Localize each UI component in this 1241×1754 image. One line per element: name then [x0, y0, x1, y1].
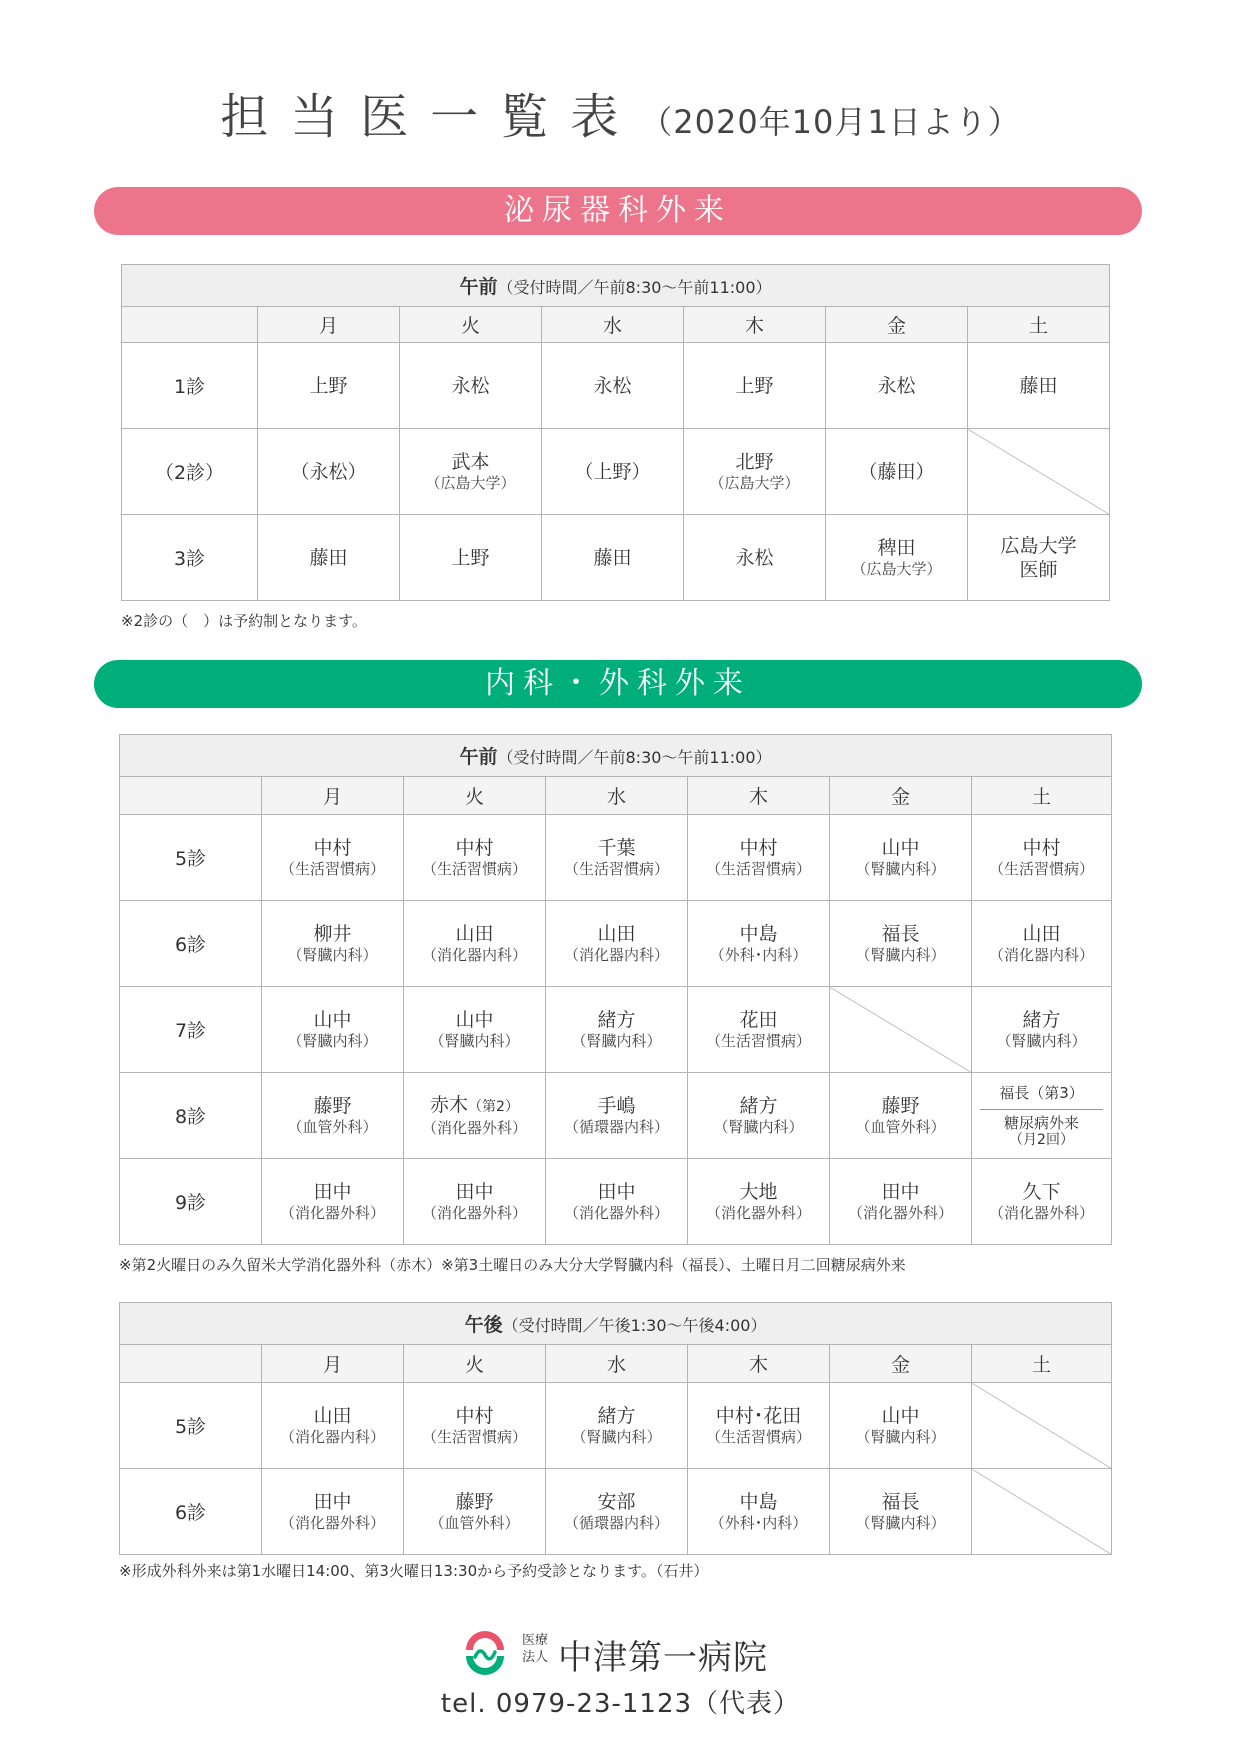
doctor-cell: [258, 429, 400, 515]
department: （血管外科）: [429, 1514, 520, 1532]
doctor-cell: [684, 515, 826, 601]
department: （消化器外科）: [421, 1119, 527, 1137]
doctor-cell: [688, 901, 830, 987]
doctor-cell: [262, 1383, 404, 1469]
doctor-cell: [262, 1073, 404, 1159]
urology-note: ※2診の（ ）は予約制となります。: [121, 612, 367, 630]
doctor-name: 藤野: [313, 1095, 352, 1117]
clinic-name: 糖尿病外来: [1004, 1114, 1080, 1132]
doctor-cell: [972, 987, 1112, 1073]
doctor-cell: [830, 815, 972, 901]
hospital-name: 中津第一病院: [558, 1638, 768, 1678]
doctor-name: 中村: [313, 837, 352, 859]
hospital-logo: [462, 1628, 782, 1678]
doctor-name: 手嶋: [597, 1095, 636, 1117]
table-row: [122, 429, 1110, 515]
doctor-cell: [830, 1469, 972, 1555]
department: （消化器内科）: [279, 1428, 385, 1446]
doctor-name: 山田: [597, 923, 636, 945]
room-label: 1診: [122, 343, 258, 429]
doctor-name-line2: 医師: [1019, 558, 1058, 581]
table-row: [120, 987, 1112, 1073]
doctor-name: （上野）: [574, 460, 651, 483]
doctor-name: 中村: [455, 1405, 494, 1427]
table-row: [122, 515, 1110, 601]
department: （生活習慣病）: [705, 1032, 811, 1050]
doctor-name: 山中: [313, 1009, 352, 1031]
corner-cell: [120, 777, 262, 815]
doctor-cell: [684, 429, 826, 515]
weekday-row: [120, 777, 1112, 815]
table-header-cell: [120, 1303, 1112, 1345]
reception-hours: （受付時間／午後1:30〜午後4:00）: [502, 1316, 767, 1335]
doctor-name: 柳井: [313, 923, 352, 945]
doctor-cell: [826, 515, 968, 601]
weekday-0: 月: [262, 777, 404, 815]
department: （生活習慣病）: [705, 860, 811, 878]
doctor-name: 山中: [455, 1009, 494, 1031]
doctor-cell: [546, 901, 688, 987]
table-row: [120, 815, 1112, 901]
table-header-row: [120, 1303, 1112, 1345]
session-label: 午前: [459, 746, 498, 768]
doctor-cell: [546, 1383, 688, 1469]
doctor-name: 赤木（第2）: [430, 1094, 519, 1116]
weekday-row: [122, 307, 1110, 343]
doctor-cell: [258, 343, 400, 429]
weekday-row: [120, 1345, 1112, 1383]
department: （消化器内科）: [989, 946, 1095, 964]
department: （消化器外科）: [563, 1204, 669, 1222]
session-label: 午前: [459, 276, 498, 298]
doctor-cell: [968, 343, 1110, 429]
doctor-cell: [400, 343, 542, 429]
doctor-cell: [404, 987, 546, 1073]
doctor-name: 山田: [455, 923, 494, 945]
doctor-cell: [404, 1383, 546, 1469]
doctor-name: 安部: [597, 1491, 636, 1513]
internal-pm-note: ※形成外科外来は第1水曜日14:00、第3火曜日13:30から予約受診となります。（石井）: [119, 1562, 709, 1580]
department: （生活習慣病）: [279, 860, 385, 878]
weekday-3: 木: [688, 1345, 830, 1383]
doctor-cell: [404, 815, 546, 901]
doctor-name: 緒方: [739, 1095, 778, 1117]
table-header-cell: [122, 265, 1110, 307]
doctor-cell: [688, 987, 830, 1073]
weekday-1: 火: [404, 1345, 546, 1383]
doctor-cell: [972, 1159, 1112, 1245]
doctor-name: 緒方: [597, 1009, 636, 1031]
department: （腎臓内科）: [287, 1032, 378, 1050]
internal-banner: 内科・外科外来: [94, 660, 1142, 708]
telephone: tel. 0979-23-1123（代表）: [440, 1689, 801, 1719]
corner-cell: [122, 307, 258, 343]
doctor-name: 上野: [735, 374, 774, 397]
hospital-logo-icon: [462, 1630, 508, 1676]
empty-cell: [830, 987, 972, 1073]
urology-banner: 泌尿器科外来: [94, 187, 1142, 235]
department: （消化器内科）: [421, 946, 527, 964]
department: （消化器外科）: [279, 1514, 385, 1532]
doctor-name: 北野: [735, 451, 774, 473]
doctor-name: 藤田: [309, 546, 348, 569]
room-label: 3診: [122, 515, 258, 601]
reception-hours: （受付時間／午前8:30〜午前11:00）: [497, 278, 772, 297]
department: （広島大学）: [851, 560, 942, 578]
reception-hours: （受付時間／午前8:30〜午前11:00）: [497, 748, 772, 767]
doctor-name: 稗田: [877, 537, 916, 559]
weekday-5: 土: [972, 1345, 1112, 1383]
doctor-name: 中村: [1022, 837, 1061, 859]
department: （生活習慣病）: [563, 860, 669, 878]
doctor-cell: [688, 1073, 830, 1159]
doctor-cell: [688, 1159, 830, 1245]
doctor-name: 藤野: [455, 1491, 494, 1513]
doctor-cell: [684, 343, 826, 429]
doctor-cell: [404, 1469, 546, 1555]
department: （消化器外科）: [847, 1204, 953, 1222]
weekday-0: 月: [258, 307, 400, 343]
doctor-name: 中村: [739, 837, 778, 859]
doctor-name: 山中: [881, 1405, 920, 1427]
doctor-cell: [972, 901, 1112, 987]
doctor-name: 中村: [455, 837, 494, 859]
doctor-name: 中村･花田: [715, 1405, 802, 1427]
weekday-4: 金: [830, 1345, 972, 1383]
department: （血管外科）: [287, 1118, 378, 1136]
doctor-cell: [262, 901, 404, 987]
weekday-3: 木: [688, 777, 830, 815]
doctor-name: 藤田: [1019, 374, 1058, 397]
department: （腎臓内科）: [855, 1428, 946, 1446]
department: （腎臓内科）: [571, 1428, 662, 1446]
table-header-row: [120, 735, 1112, 777]
doctor-name: （藤田）: [858, 460, 935, 483]
weekday-4: 金: [830, 777, 972, 815]
department: （外科･内科）: [709, 1514, 808, 1532]
department: （広島大学）: [709, 474, 800, 492]
doctor-name: 緒方: [597, 1405, 636, 1427]
weekday-2: 水: [546, 777, 688, 815]
department: （循環器内科）: [563, 1118, 669, 1136]
doctor-name: 藤野: [881, 1095, 920, 1117]
doctor-name: 福長: [881, 923, 920, 945]
doctor-cell: [262, 987, 404, 1073]
department: （生活習慣病）: [705, 1428, 811, 1446]
doctor-cell: [546, 815, 688, 901]
doctor-cell: [262, 815, 404, 901]
doctor-cell: [546, 987, 688, 1073]
doctor-cell: [972, 815, 1112, 901]
doctor-name: 田中: [881, 1181, 920, 1203]
weekday-2: 水: [542, 307, 684, 343]
doctor-cell: [262, 1159, 404, 1245]
doctor-cell: [688, 1469, 830, 1555]
weekday-5: 土: [972, 777, 1112, 815]
doctor-cell: [826, 429, 968, 515]
doctor-name: 山田: [1022, 923, 1061, 945]
doctor-cell: [688, 815, 830, 901]
doctor-cell: [830, 1383, 972, 1469]
doctor-cell: [258, 515, 400, 601]
doctor-cell: [830, 1159, 972, 1245]
doctor-name: 武本: [451, 451, 490, 473]
doctor-name: 藤田: [593, 546, 632, 569]
weekday-1: 火: [404, 777, 546, 815]
department: （消化器外科）: [279, 1204, 385, 1222]
table-row: [120, 1383, 1112, 1469]
doctor-name: 緒方: [1022, 1009, 1061, 1031]
doctor-cell: [972, 1073, 1112, 1159]
doctor-name: 永松: [593, 374, 632, 397]
department: （腎臓内科）: [429, 1032, 520, 1050]
department: （血管外科）: [855, 1118, 946, 1136]
department: （生活習慣病）: [989, 860, 1095, 878]
room-label: 9診: [120, 1159, 262, 1245]
doctor-name: 山田: [313, 1405, 352, 1427]
doctor-name: 田中: [455, 1181, 494, 1203]
doctor-name: 福長: [881, 1491, 920, 1513]
corner-cell: [120, 1345, 262, 1383]
doctor-cell: [830, 901, 972, 987]
doctor-name: 久下: [1022, 1181, 1061, 1203]
table-row: [122, 343, 1110, 429]
department: （生活習慣病）: [421, 860, 527, 878]
department: （外科･内科）: [709, 946, 808, 964]
doctor-cell: [400, 429, 542, 515]
weekday-1: 火: [400, 307, 542, 343]
empty-cell: [972, 1469, 1112, 1555]
doctor-name: 福長（第3）: [999, 1084, 1084, 1102]
department: （消化器外科）: [421, 1204, 527, 1222]
doctor-name: 田中: [313, 1181, 352, 1203]
table-header-cell: [120, 735, 1112, 777]
doctor-name: 中島: [739, 1491, 778, 1513]
session-label: 午後: [464, 1314, 503, 1336]
weekday-5: 土: [968, 307, 1110, 343]
corp-type-line2: 法人: [522, 1650, 549, 1665]
department: （消化器外科）: [989, 1204, 1095, 1222]
room-label: 7診: [120, 987, 262, 1073]
internal-pm-schedule-table: [119, 1302, 1112, 1555]
doctor-name: 広島大学: [1000, 534, 1077, 557]
room-label: 5診: [120, 1383, 262, 1469]
room-label: （2診）: [122, 429, 258, 515]
doctor-cell: [404, 1073, 546, 1159]
doctor-name: 上野: [451, 546, 490, 569]
doctor-cell: [546, 1159, 688, 1245]
weekday-3: 木: [684, 307, 826, 343]
doctor-cell: [830, 1073, 972, 1159]
weekday-2: 水: [546, 1345, 688, 1383]
clinic-frequency: （月2回）: [1009, 1132, 1074, 1148]
doctor-name: 大地: [739, 1181, 778, 1203]
room-label: 8診: [120, 1073, 262, 1159]
department: （腎臓内科）: [571, 1032, 662, 1050]
weekday-4: 金: [826, 307, 968, 343]
weekday-0: 月: [262, 1345, 404, 1383]
doctor-name: 永松: [451, 374, 490, 397]
urology-schedule-table: [121, 264, 1110, 601]
doctor-cell: [546, 1073, 688, 1159]
doctor-name: 田中: [597, 1181, 636, 1203]
doctor-cell: [542, 343, 684, 429]
doctor-cell: [826, 343, 968, 429]
department: （消化器内科）: [563, 946, 669, 964]
doctor-cell: [404, 901, 546, 987]
department: （広島大学）: [425, 474, 516, 492]
department: （消化器外科）: [705, 1204, 811, 1222]
doctor-name: 山中: [881, 837, 920, 859]
department: （腎臓内科）: [287, 946, 378, 964]
internal-am-note: ※第2火曜日のみ久留米大学消化器外科（赤木）※第3土曜日のみ大分大学腎臓内科（福長）、土曜日月二回糖尿病外来: [119, 1256, 906, 1274]
department: （循環器内科）: [563, 1514, 669, 1532]
department: （腎臓内科）: [855, 860, 946, 878]
doctor-cell: [542, 515, 684, 601]
page-title: [0, 78, 1241, 147]
table-header-row: [122, 265, 1110, 307]
doctor-cell: [400, 515, 542, 601]
empty-cell: [972, 1383, 1112, 1469]
table-row: [120, 1159, 1112, 1245]
week-note: （第2）: [468, 1099, 519, 1115]
department: （腎臓内科）: [855, 1514, 946, 1532]
room-label: 6診: [120, 901, 262, 987]
department: （腎臓内科）: [713, 1118, 804, 1136]
doctor-name: 上野: [309, 374, 348, 397]
corp-type: [522, 1632, 548, 1666]
doctor-name: 花田: [739, 1009, 778, 1031]
department: （腎臓内科）: [855, 946, 946, 964]
doctor-cell: [542, 429, 684, 515]
doctor-cell: [968, 515, 1110, 601]
table-row: [120, 1073, 1112, 1159]
doctor-name: 千葉: [597, 837, 636, 859]
doctor-name: 永松: [735, 546, 774, 569]
room-label: 5診: [120, 815, 262, 901]
doctor-name: （永松）: [290, 460, 367, 483]
room-label: 6診: [120, 1469, 262, 1555]
title-main: 担当医一覧表: [220, 89, 641, 145]
doctor-name: 中島: [739, 923, 778, 945]
department: （腎臓内科）: [996, 1032, 1087, 1050]
doctor-name: 田中: [313, 1491, 352, 1513]
doctor-cell: [262, 1469, 404, 1555]
corp-type-line1: 医療: [522, 1633, 549, 1648]
empty-cell: [968, 429, 1110, 515]
internal-am-schedule-table: [119, 734, 1112, 1245]
doctor-cell: [688, 1383, 830, 1469]
doctor-cell: [404, 1159, 546, 1245]
doctor-name: 永松: [877, 374, 916, 397]
table-row: [120, 901, 1112, 987]
title-date: （2020年10月1日より）: [640, 103, 1021, 141]
doctor-cell: [546, 1469, 688, 1555]
department: （生活習慣病）: [421, 1428, 527, 1446]
table-row: [120, 1469, 1112, 1555]
